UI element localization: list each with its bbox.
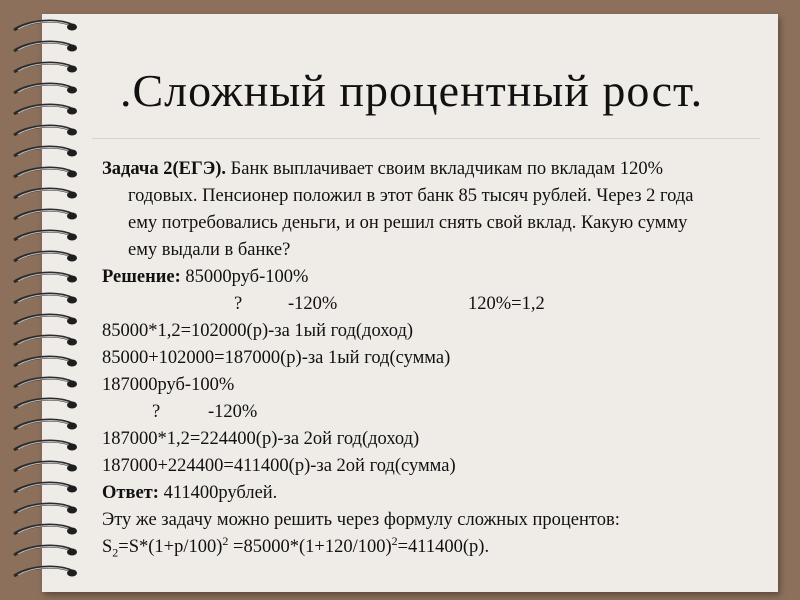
formula-part-1: =S*(1+р/100) bbox=[118, 537, 223, 557]
spiral-hole bbox=[67, 507, 77, 514]
spiral-hole bbox=[67, 360, 77, 367]
spiral-coil bbox=[14, 378, 74, 387]
spiral-coil bbox=[14, 546, 74, 555]
task-line: ему выдали в банке? bbox=[128, 240, 291, 260]
solution-label: Решение: bbox=[102, 267, 181, 287]
spiral-hole bbox=[67, 171, 77, 178]
solution-line: 187000руб-100% bbox=[102, 375, 235, 395]
task-first-line bbox=[102, 156, 762, 183]
spiral-coil bbox=[14, 294, 74, 303]
spiral-coil bbox=[14, 21, 74, 30]
spiral-hole bbox=[67, 108, 77, 115]
task-label: Задача 2(ЕГЭ). bbox=[102, 159, 227, 179]
spiral-coil bbox=[14, 399, 74, 408]
spiral-coil bbox=[14, 420, 74, 429]
percent-value: -120% bbox=[288, 294, 338, 314]
title-divider bbox=[92, 138, 760, 139]
spiral-coil bbox=[14, 525, 74, 534]
formula-s: S bbox=[102, 537, 113, 557]
solution-row-6 bbox=[102, 399, 762, 426]
answer-line bbox=[102, 480, 762, 507]
spiral-binding-icon bbox=[0, 14, 80, 594]
solution-text: 85000руб-100% bbox=[180, 267, 309, 287]
spiral-coil bbox=[14, 84, 74, 93]
spiral-hole bbox=[67, 381, 77, 388]
spiral-hole bbox=[67, 255, 77, 262]
spiral-hole bbox=[67, 276, 77, 283]
spiral-hole bbox=[67, 66, 77, 73]
spiral-hole bbox=[67, 150, 77, 157]
spiral-hole bbox=[67, 318, 77, 325]
content bbox=[102, 156, 762, 561]
formula-intro: Эту же задачу можно решить через формулу сложных процентов: bbox=[102, 510, 620, 530]
spiral-coil bbox=[14, 231, 74, 240]
spiral-coil bbox=[14, 483, 74, 492]
spiral-hole bbox=[67, 234, 77, 241]
spiral-hole bbox=[67, 192, 77, 199]
spiral-hole bbox=[67, 402, 77, 409]
spiral-coil bbox=[14, 441, 74, 450]
spiral-coil bbox=[14, 273, 74, 282]
spiral-coil bbox=[14, 567, 74, 576]
spiral-coil bbox=[14, 336, 74, 345]
percent-value: -120% bbox=[208, 402, 258, 422]
spiral-hole bbox=[67, 45, 77, 52]
solution-line: 187000*1,2=224400(р)-за 2ой год(доход) bbox=[102, 429, 420, 449]
solution-line: 85000+102000=187000(р)-за 1ый год(сумма) bbox=[102, 348, 451, 368]
spiral-hole bbox=[67, 465, 77, 472]
spiral-hole bbox=[67, 129, 77, 136]
spiral-coil bbox=[14, 126, 74, 135]
formula-exponent-2: 2 bbox=[391, 533, 398, 548]
answer-value: 411400рублей. bbox=[158, 483, 278, 503]
spiral-hole bbox=[67, 297, 77, 304]
solution-first-line bbox=[102, 264, 762, 291]
answer-label: Ответ: bbox=[102, 483, 159, 503]
task-line: ему потребовались деньги, и он решил снять свой вклад. Какую сумму bbox=[128, 213, 688, 233]
formula-part-3: =411400(р). bbox=[397, 537, 490, 557]
spiral-coil bbox=[14, 168, 74, 177]
spiral-coil bbox=[14, 252, 74, 261]
spiral-hole bbox=[67, 549, 77, 556]
formula-line bbox=[102, 534, 762, 561]
unknown-mark: ? bbox=[234, 294, 243, 314]
spiral-coil bbox=[14, 462, 74, 471]
solution-line: 187000+224400=411400(р)-за 2ой год(сумма) bbox=[102, 456, 456, 476]
formula-exponent-1: 2 bbox=[222, 533, 229, 548]
solution-row-2 bbox=[102, 291, 762, 318]
spiral-coil bbox=[14, 105, 74, 114]
task-line: годовых. Пенсионер положил в этот банк 85 тысяч рублей. Через 2 года bbox=[128, 186, 694, 206]
spiral-coil bbox=[14, 210, 74, 219]
spiral-hole bbox=[67, 444, 77, 451]
spiral-hole bbox=[67, 87, 77, 94]
formula-part-2: =85000*(1+120/100) bbox=[228, 537, 392, 557]
spiral-coil bbox=[14, 42, 74, 51]
spiral-hole bbox=[67, 528, 77, 535]
spiral-coil bbox=[14, 147, 74, 156]
task-text: Банк выплачивает своим вкладчикам по вкладам 120% bbox=[226, 159, 664, 179]
spiral-coil bbox=[14, 315, 74, 324]
percent-conversion: 120%=1,2 bbox=[468, 294, 545, 314]
spiral-coil bbox=[14, 63, 74, 72]
formula-s-subscript: 2 bbox=[112, 545, 119, 560]
spiral-coil bbox=[14, 357, 74, 366]
spiral-coil bbox=[14, 189, 74, 198]
spiral-hole bbox=[67, 213, 77, 220]
spiral-hole bbox=[67, 24, 77, 31]
unknown-mark: ? bbox=[152, 402, 161, 422]
spiral-hole bbox=[67, 423, 77, 430]
spiral-hole bbox=[67, 339, 77, 346]
spiral-hole bbox=[67, 486, 77, 493]
spiral-hole bbox=[67, 570, 77, 577]
page-title: .Сложный процентный рост. bbox=[120, 65, 704, 116]
spiral-coil bbox=[14, 504, 74, 513]
solution-line: 85000*1,2=102000(р)-за 1ый год(доход) bbox=[102, 321, 414, 341]
